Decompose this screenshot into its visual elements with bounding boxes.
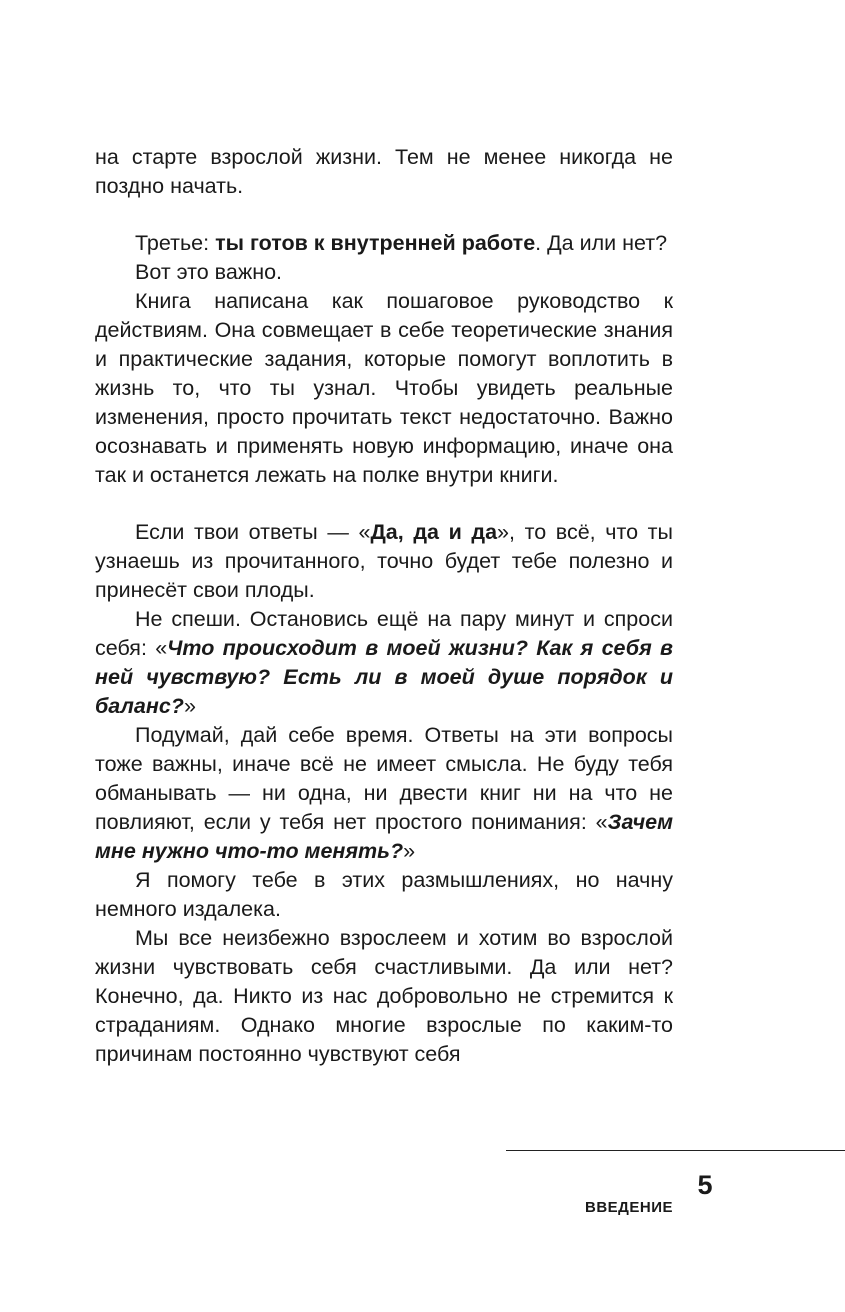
paragraph-text: Книга написана как пошаговое руководство к действиям. Она совмещает в себе теоретические знания и практические задания, которые помогут воплотить в жизнь то, что ты узнал. Чтобы увидеть реальные изменения, просто прочитать текст недостаточно. Важно осознавать и применять новую информацию, иначе она так и останется лежать на полке внутри книги. xyxy=(95,289,673,487)
paragraph-text: . Да или нет? xyxy=(535,231,668,255)
page-body-top xyxy=(95,143,673,1069)
footer-divider xyxy=(506,1150,845,1151)
paragraph-gap xyxy=(95,201,673,229)
page-number: 5 xyxy=(697,1170,713,1200)
paragraph-text: Я помогу тебе в этих размышлениях, но начну немного издалека. xyxy=(95,868,673,921)
paragraph-text: Не спеши. Остановись ещё на пару минут и спроси себя: « xyxy=(95,607,673,660)
paragraph-grow-up xyxy=(95,924,673,1069)
paragraph-text: » xyxy=(183,694,196,718)
bold-italic-question: Что происходит в моей жизни? Как я себя в ней чувствую? Есть ли в моей душе порядок и баланс? xyxy=(95,636,673,718)
paragraph-text: Третье: xyxy=(135,231,216,255)
bold-phrase: ты готов к внутренней работе xyxy=(215,231,536,255)
paragraph-think xyxy=(95,721,673,866)
paragraph-text: », то всё, что ты узнаешь из прочитанного, точно будет тебе полезно и принесёт свои плоды. xyxy=(95,520,673,602)
running-footer-chapter: ВВЕДЕНИЕ xyxy=(585,1199,673,1216)
bold-italic-question: Зачем мне нужно что-то менять? xyxy=(95,810,673,863)
paragraph-continuation xyxy=(95,143,673,201)
bold-phrase: Да, да и да xyxy=(370,520,498,544)
paragraph-text: Вот это важно. xyxy=(135,260,283,284)
paragraph-help xyxy=(95,866,673,924)
paragraph-important xyxy=(95,258,673,287)
paragraph-text: Мы все неизбежно взрослеем и хотим во взрослой жизни чувствовать себя счастливыми. Да или нет? Конечно, да. Никто из нас добровольно не стремится к страданиям. Однако многие взрослые по каким-то причинам постоянно чувствуют себя xyxy=(95,926,673,1066)
paragraph-text: Подумай, дай себе время. Ответы на эти вопросы тоже важны, иначе всё не имеет смысла. Не буду тебя обманывать — ни одна, ни двести книг ни на что не повлияют, если у тебя нет простого понимания: « xyxy=(95,723,673,834)
paragraph-text: Если твои ответы — « xyxy=(135,520,371,544)
paragraph-answers xyxy=(95,518,673,605)
paragraph-gap xyxy=(95,490,673,518)
paragraph-dont-hurry xyxy=(95,605,673,721)
paragraph-text: » xyxy=(403,839,416,863)
paragraph-third-point xyxy=(95,229,673,258)
paragraph-text: на старте взрослой жизни. Тем не менее никогда не поздно начать. xyxy=(95,145,673,198)
paragraph-book-guide xyxy=(95,287,673,490)
